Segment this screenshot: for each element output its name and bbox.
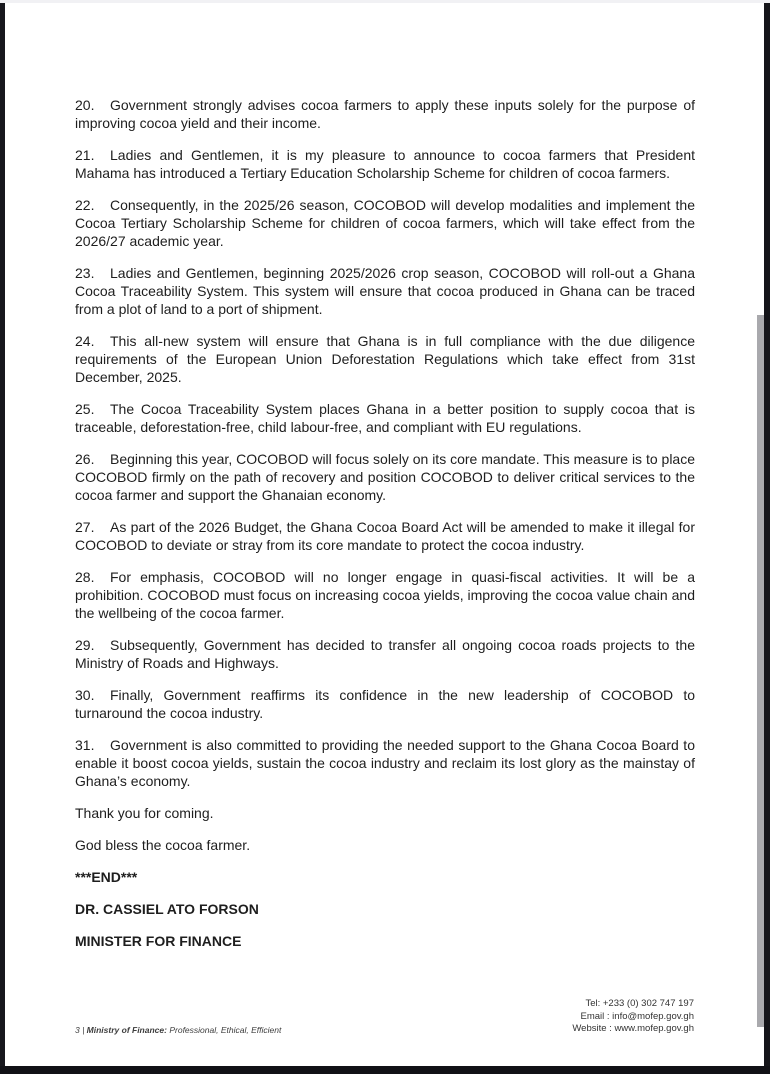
paragraph-number: 21.	[75, 147, 95, 163]
numbered-paragraph	[75, 146, 695, 182]
paragraph-number: 20.	[75, 97, 95, 113]
paragraph-number: 31.	[75, 737, 95, 753]
ministry-tagline: Professional, Ethical, Efficient	[169, 1025, 282, 1035]
paragraph-text: As part of the 2026 Budget, the Ghana Cocoa Board Act will be amended to make it illegal for COCOBOD to deviate or stray from its core mandate to protect the cocoa industry.	[75, 519, 695, 553]
numbered-paragraph	[75, 518, 695, 554]
numbered-paragraph	[75, 636, 695, 672]
paragraph-number: 27.	[75, 519, 95, 535]
viewer-top-edge	[0, 0, 770, 3]
closing-line: God bless the cocoa farmer.	[75, 837, 251, 853]
numbered-paragraph	[75, 568, 695, 622]
page-footer-left	[75, 1024, 281, 1036]
numbered-paragraph	[75, 196, 695, 250]
page-content	[75, 96, 695, 964]
signature-title: MINISTER FOR FINANCE	[75, 933, 242, 949]
scrollbar-track[interactable]	[764, 3, 770, 1074]
paragraph-number: 24.	[75, 333, 95, 349]
paragraph-text: Beginning this year, COCOBOD will focus solely on its core mandate. This measure is to place COCOBOD firmly on the path of recovery and position COCOBOD to deliver critical services to the cocoa farmer and support the Ghanaian economy.	[75, 451, 695, 503]
paragraph-text: Government is also committed to providing the needed support to the Ghana Cocoa Board to enable it boost cocoa yields, sustain the cocoa industry and reclaim its lost glory as the mainstay of Ghana’s economy.	[75, 737, 695, 789]
paragraph-text: Ladies and Gentlemen, beginning 2025/2026 crop season, COCOBOD will roll-out a Ghana Cocoa Traceability System. This system will ensure that cocoa produced in Ghana can be traced from a plot of land to a port of shipment.	[75, 265, 695, 317]
footer-tel: Tel: +233 (0) 302 747 197	[585, 998, 694, 1009]
viewer-bottom-edge	[0, 1066, 770, 1074]
numbered-paragraph	[75, 686, 695, 722]
paragraph-text: Finally, Government reaffirms its confidence in the new leadership of COCOBOD to turnaround the cocoa industry.	[75, 687, 695, 721]
end-marker: ***END***	[75, 869, 138, 885]
numbered-paragraph	[75, 400, 695, 436]
paragraph-text: Subsequently, Government has decided to transfer all ongoing cocoa roads projects to the Ministry of Roads and Highways.	[75, 637, 695, 671]
paragraph-number: 23.	[75, 265, 95, 281]
numbered-paragraph	[75, 450, 695, 504]
signature-name: DR. CASSIEL ATO FORSON	[75, 901, 259, 917]
paragraph-text: Government strongly advises cocoa farmers to apply these inputs solely for the purpose of improving cocoa yield and their income.	[75, 97, 695, 131]
numbered-paragraph-list	[75, 96, 695, 790]
viewer-left-edge	[0, 3, 5, 1074]
paragraph-number: 22.	[75, 197, 95, 213]
numbered-paragraph	[75, 264, 695, 318]
closing-lines	[75, 804, 695, 854]
numbered-paragraph	[75, 96, 695, 132]
page-footer-right	[572, 998, 694, 1036]
closing-line: Thank you for coming.	[75, 805, 214, 821]
page-number: 3 |	[75, 1025, 85, 1035]
numbered-paragraph	[75, 332, 695, 386]
numbered-paragraph	[75, 736, 695, 790]
paragraph-number: 29.	[75, 637, 95, 653]
footer-email: Email : info@mofep.gov.gh	[580, 1010, 694, 1022]
paragraph-number: 28.	[75, 569, 95, 585]
paragraph-text: Consequently, in the 2025/26 season, COCOBOD will develop modalities and implement the Cocoa Tertiary Scholarship Scheme for children of cocoa farmers, which will take effect from the 2026/27 academic year.	[75, 197, 695, 249]
paragraph-text: For emphasis, COCOBOD will no longer engage in quasi-fiscal activities. It will be a prohibition. COCOBOD must focus on increasing cocoa yields, improving the cocoa value chain and the wellbeing of the cocoa farmer.	[75, 569, 695, 621]
footer-website: Website : www.mofep.gov.gh	[572, 1023, 694, 1034]
paragraph-text: The Cocoa Traceability System places Ghana in a better position to supply cocoa that is traceable, deforestation-free, child labour-free, and compliant with EU regulations.	[75, 401, 695, 435]
paragraph-number: 30.	[75, 687, 95, 703]
paragraph-number: 26.	[75, 451, 95, 467]
scrollbar-thumb[interactable]	[757, 315, 764, 1027]
ministry-name: Ministry of Finance:	[86, 1025, 167, 1035]
paragraph-text: Ladies and Gentlemen, it is my pleasure to announce to cocoa farmers that President Mahama has introduced a Tertiary Education Scholarship Scheme for children of cocoa farmers.	[75, 147, 695, 181]
paragraph-number: 25.	[75, 401, 95, 417]
paragraph-text: This all-new system will ensure that Ghana is in full compliance with the due diligence requirements of the European Union Deforestation Regulations which take effect from 31st December, 2025.	[75, 333, 695, 385]
